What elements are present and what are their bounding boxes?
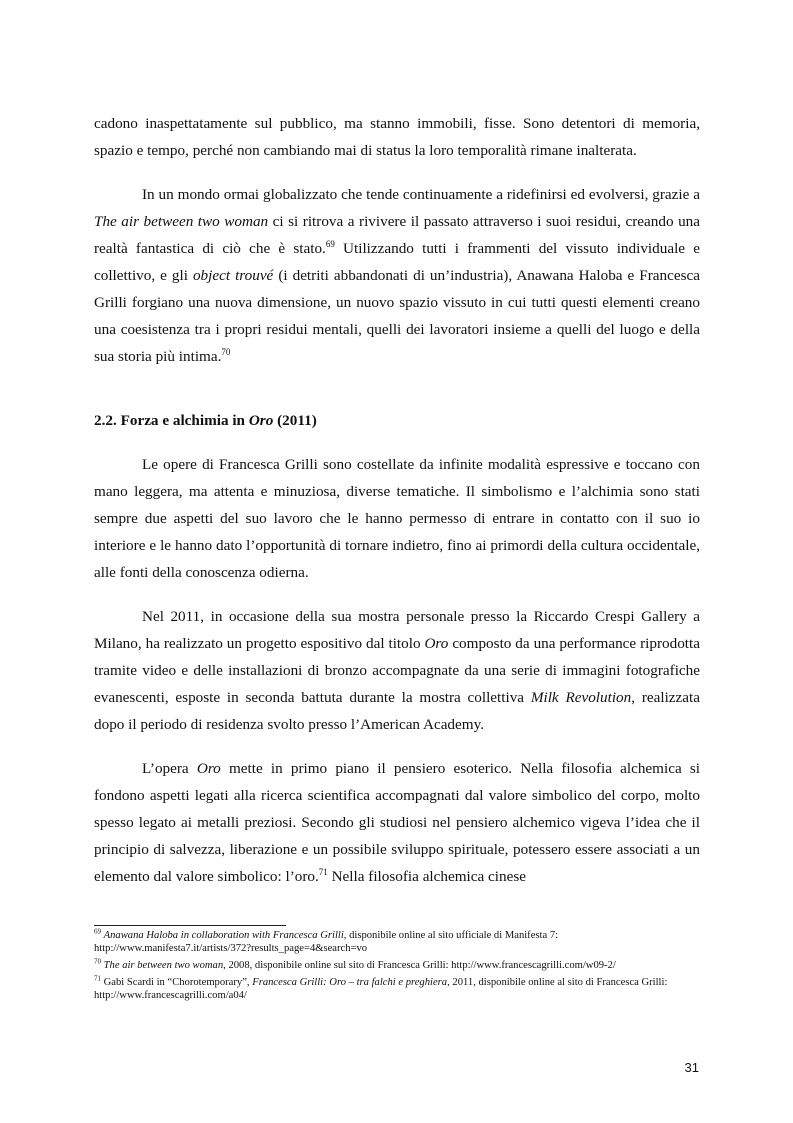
text-run: Utilizzando tutti i frammenti del vissuto individuale e collettivo, e gli (94, 240, 700, 284)
text-run: ci si ritrova a rivivere il passato attraverso i suoi residui, creando una realtà fantastica di ciò che è stato. (94, 213, 700, 257)
text-run: cadono inaspettatamente sul pubblico, ma stanno immobili, fisse. Sono detentori di memoria, spazio e tempo, perché non cambiando mai di status la loro temporalità rimane inalterata. (94, 115, 700, 159)
footnote-list (94, 929, 700, 1002)
text-run: Nella filosofia alchemica cinese (327, 868, 526, 885)
paragraph (94, 755, 700, 890)
text-run: composto da una performance riprodotta tramite video e delle installazioni di bronzo accompagnate da una serie di immagini fotografiche evanescenti, esposte in seconda battuta durante la mostra collettiva (94, 635, 700, 706)
footnote-ref: 71 (318, 866, 328, 877)
italic-text: Oro (424, 635, 449, 652)
page-number: 31 (684, 1060, 699, 1075)
text-run: mette in primo piano il pensiero esoterico. Nella filosofia alchemica si fondono aspetti legati alla ricerca scientifica accompagnati dal valore simbolico del corpo, molto spesso legato ai metalli preziosi. Secondo gli studiosi nel pensiero alchemico vigeva l’idea che il principio di salvezza, liberazione e un possibile sviluppo spirituale, potessero essere associati a un elemento dal valore simbolico: l’oro. (94, 760, 700, 885)
footnote-ref: 69 (325, 238, 335, 249)
section-title-suffix: (2011) (273, 412, 317, 429)
italic-text: Anawana Haloba in collaboration with Francesca Grilli (103, 930, 344, 941)
italic-text: Francesca Grilli: Oro – tra falchi e preghiera (252, 977, 448, 988)
text-run: , 2008, disponibile online sul sito di Francesca Grilli: http://www.francescagrilli.com/w09-2/ (223, 960, 616, 971)
text-run: In un mondo ormai globalizzato che tende continuamente a ridefinirsi ed evolversi, grazie a (142, 186, 700, 203)
footnote (94, 976, 700, 1002)
footnote-ref: 70 (221, 346, 231, 357)
paragraph (94, 181, 700, 370)
section-heading (94, 407, 700, 434)
text-run: L’opera (142, 760, 197, 777)
text-run: (i detriti abbandonati di un’industria), Anawana Haloba e Francesca Grilli forgiano una nuova dimensione, un nuovo spazio vissuto in cui tutti questi elementi creano una coesistenza tra i propri residui mentali, quelli dei lavoratori insieme a quelli del luogo e della sua storia più intima. (94, 267, 700, 365)
italic-text: Milk Revolution (530, 689, 632, 706)
section-paragraphs (94, 451, 700, 890)
footnote-ref: 69 (94, 927, 101, 936)
footnote-separator (94, 925, 286, 926)
paragraph (94, 110, 700, 164)
italic-text: The air between two woman (103, 960, 224, 971)
italic-text: object trouvé (192, 267, 274, 284)
intro-paragraphs (94, 110, 700, 370)
italic-text: The air between two woman (94, 213, 269, 230)
paragraph (94, 451, 700, 586)
text-run: Nel 2011, in occasione della sua mostra personale presso la Riccardo Crespi Gallery a Milano, ha realizzato un progetto espositivo dal titolo (94, 608, 700, 652)
text-run: , disponibile online al sito ufficiale di Manifesta 7: http://www.manifesta7.it/artists/372?results_page=4&search=vo (94, 930, 559, 954)
section-title-italic: Oro (248, 412, 274, 429)
text-run: , realizzata dopo il periodo di residenza svolto presso l’American Academy. (94, 689, 700, 733)
main-text (94, 110, 700, 907)
text-run: Le opere di Francesca Grilli sono costellate da infinite modalità espressive e toccano con mano leggera, ma attenta e minuziosa, diverse tematiche. Il simbolismo e l’alchimia sono stati sempre due aspetti del suo lavoro che le hanno permesso di entrare in contatto con il suo io interiore e le hanno dato l’opportunità di tornare indietro, fino ai primordi della cultura occidentale, alle fonti della conoscenza odierna. (94, 456, 700, 581)
footnotes (94, 925, 700, 1006)
footnote (94, 959, 700, 972)
footnote (94, 929, 700, 955)
text-run: , 2011, disponibile online al sito di Francesca Grilli: http://www.francescagrilli.com/a04/ (94, 977, 668, 1001)
footnote-ref: 71 (94, 974, 101, 983)
text-run: Gabi Scardi in “Chorotemporary”, (101, 977, 253, 988)
paragraph (94, 603, 700, 738)
section-title-prefix: 2.2. Forza e alchimia in (94, 412, 249, 429)
footnote-ref: 70 (94, 957, 101, 966)
italic-text: Oro (196, 760, 221, 777)
